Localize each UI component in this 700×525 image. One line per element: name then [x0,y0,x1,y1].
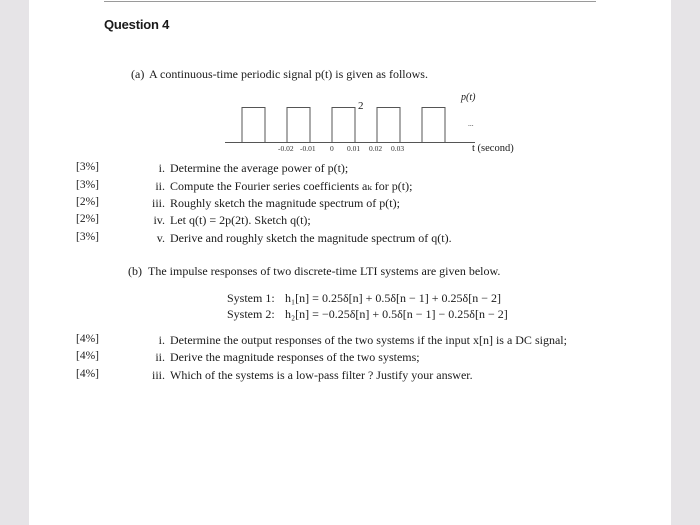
mark: [4%] [76,350,99,362]
item-text: Derive and roughly sketch the magnitude spectrum of q(t). [170,231,452,245]
system-1-equation: h₁[n] = 0.25δ[n] + 0.5δ[n − 1] + 0.25δ[n − 2] [285,291,501,305]
item-number: v. [156,231,165,245]
tick-label: -0.01 [300,144,316,153]
mark: [4%] [76,333,99,345]
amplitude-label: 2 [358,100,364,112]
tick-label: 0.01 [347,144,361,153]
system-2-equation: h₂[n] = −0.25δ[n] + 0.5δ[n − 1] − 0.25δ[n − 2] [285,307,508,321]
tick-label: 0 [330,144,334,153]
item-text: Roughly sketch the magnitude spectrum of p(t); [170,196,400,210]
tick-label: 0.02 [369,144,383,153]
mark: [3%] [76,231,99,243]
tick-label: -0.02 [278,144,294,153]
item-text: Determine the output responses of the two systems if the input x[n] is a DC signal; [170,333,567,347]
pulse [422,108,445,143]
item-text: Derive the magnitude responses of the two systems; [170,350,420,364]
pulse [377,108,400,143]
item-number: ii. [155,179,165,193]
item-text: Which of the systems is a low-pass filter ? Justify your answer. [170,368,473,382]
mark: [2%] [76,213,99,225]
question-title: Question 4 [104,17,170,32]
item-text: Determine the average power of p(t); [170,161,349,175]
item-number: iii. [151,368,165,382]
mark: [3%] [76,179,99,191]
pulse [287,108,310,143]
mark: [3%] [76,161,99,173]
mark: [2%] [76,196,99,208]
part-a-intro: A continuous-time periodic signal p(t) is given as follows. [149,67,428,81]
item-number: iii. [151,196,165,210]
pulse [332,108,355,143]
pulse [242,108,265,143]
item-number: ii. [155,350,165,364]
part-b-label: (b) [128,264,142,278]
axis-label: t (second) [472,143,514,154]
tick-label: 0.03 [391,144,405,153]
item-number: iv. [153,213,165,227]
item-text: Compute the Fourier series coefficients aₖ for p(t); [170,179,413,193]
ellipsis: ... [468,119,474,128]
system-1-name: System 1: [227,291,275,305]
system-2-name: System 2: [227,307,275,321]
item-text: Let q(t) = 2p(2t). Sketch q(t); [170,213,311,227]
mark: [4%] [76,368,99,380]
part-a-label: (a) [131,67,145,81]
item-number: i. [158,333,165,347]
item-number: i. [158,161,165,175]
part-b-intro: The impulse responses of two discrete-time LTI systems are given below. [148,264,501,278]
signal-label: p(t) [461,92,476,103]
